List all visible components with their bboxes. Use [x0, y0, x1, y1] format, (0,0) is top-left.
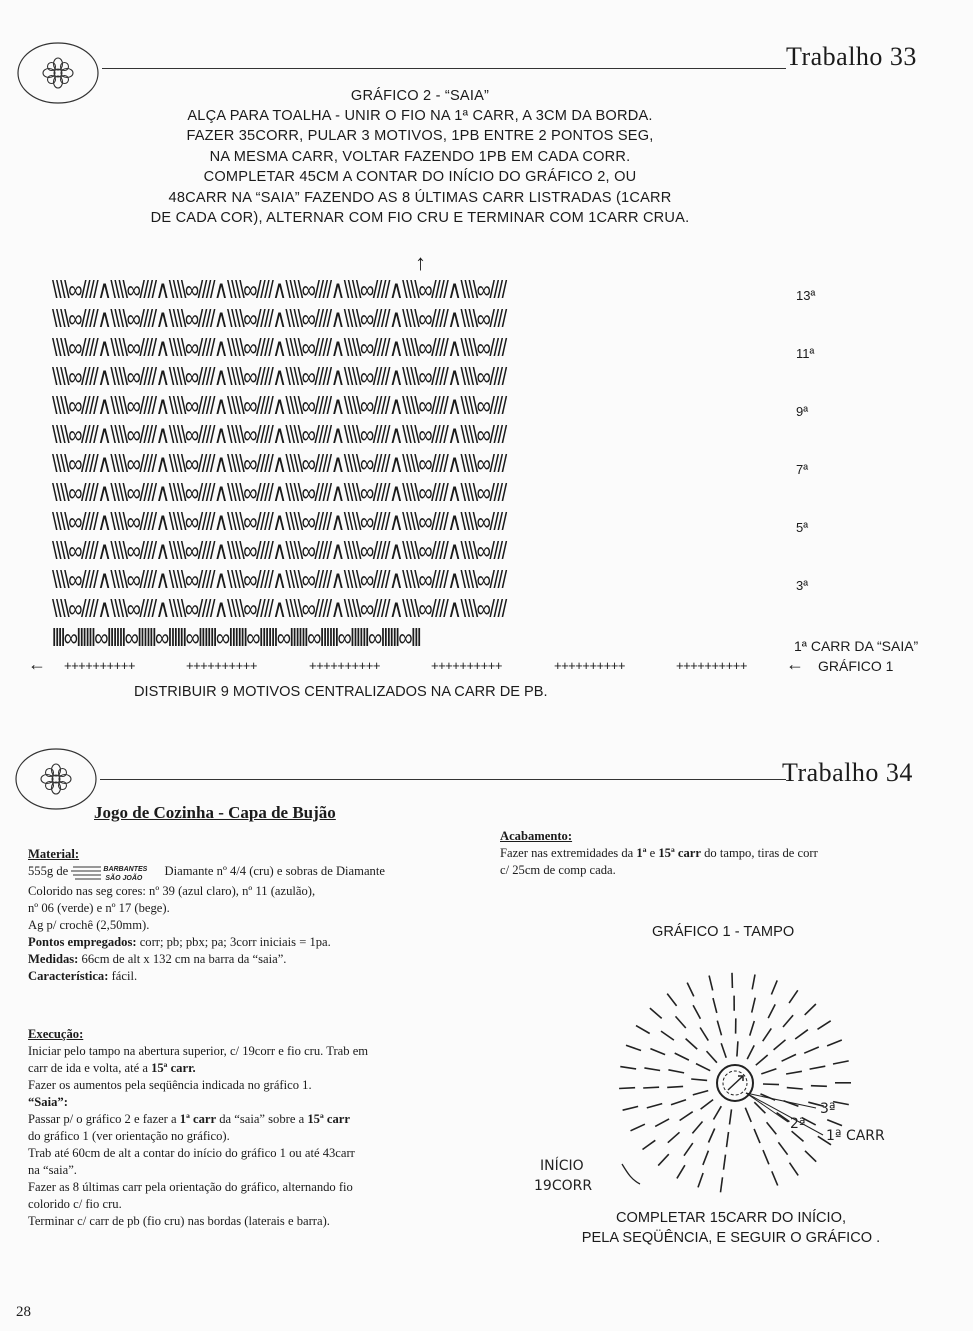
stitch-mark: [680, 1112, 693, 1121]
acabamento-bold: 1ª: [636, 846, 647, 860]
row-label: 3ª: [796, 578, 809, 593]
stitch-mark: [643, 1140, 656, 1149]
execucao-line: [28, 1060, 488, 1077]
row-label: 1ª CARR: [826, 1128, 885, 1144]
acabamento-text: do tampo, tiras de corr: [704, 846, 818, 860]
stitch-mark: [782, 1054, 796, 1061]
acabamento-text: Fazer nas extremidades da: [500, 846, 634, 860]
material-line: [28, 863, 488, 883]
stitch-mark: [805, 1004, 816, 1015]
chart-title: GRÁFICO 2 - “SAIA”: [350, 88, 490, 104]
stitch-mark: [693, 1005, 700, 1019]
stitch-mark: [768, 1004, 775, 1018]
row-label: 11ª: [796, 346, 815, 361]
instruction-line: FAZER 35CORR, PULAR 3 MOTIVOS, 1PB ENTRE 2 PONTOS SEG,: [186, 128, 654, 145]
acabamento-bold: 15ª carr: [658, 846, 701, 860]
stitch-mark: [701, 1100, 714, 1110]
stitch-mark: [668, 1132, 680, 1142]
row-label: 5ª: [796, 520, 809, 535]
stitch-mark: [795, 1030, 808, 1039]
stitch-mark: [818, 1021, 831, 1030]
pb-group: ++++++++++: [676, 658, 747, 673]
carac-text: fácil.: [111, 969, 138, 983]
stitch-mark: [761, 1069, 776, 1074]
material-text: Ag p/ crochê (2,50mm).: [28, 918, 150, 932]
row-label: 7ª: [796, 462, 809, 477]
stitch-mark: [703, 1151, 709, 1165]
stitch-mark: [767, 1122, 777, 1134]
stitch-mark: [707, 1051, 717, 1063]
stitch-mark: [668, 1070, 684, 1073]
stitch-mark: [752, 975, 755, 990]
instruction-line: NA MESMA CARR, VOLTAR FAZENDO 1PB EM CADA CORR.: [209, 148, 631, 165]
stitch-mark: [644, 1068, 660, 1071]
stitch-mark: [752, 998, 756, 1013]
execucao-line: [28, 1111, 488, 1128]
stitch-mark: [721, 1043, 726, 1057]
instruction-line: ALÇA PARA TOALHA - UNIR O FIO NA 1ª CARR, A 3CM DA BORDA.: [187, 108, 653, 124]
stitch-mark: [778, 1142, 787, 1154]
pointer-line: [746, 1093, 823, 1135]
page-number: 28: [16, 1304, 31, 1320]
pontos-line: [28, 934, 488, 951]
chart-row: \\\\∞////∧\\\\∞////∧\\\\∞////∧\\\\∞////∧\\\\∞////∧\\\\∞////∧\\\\∞////∧\\\\∞////: [52, 508, 506, 537]
stitch-mark: [650, 1049, 665, 1055]
stitch-mark: [643, 1087, 659, 1088]
material-text: Diamante nº 4/4 (cru) e sobras de Diamante: [164, 864, 385, 878]
stitch-mark: [754, 1102, 765, 1113]
medidas-label: Medidas:: [28, 952, 79, 966]
graph1-label: GRÁFICO 1: [818, 658, 894, 674]
section-divider: [102, 68, 786, 69]
start-count: 19CORR: [534, 1178, 593, 1194]
pb-group: ++++++++++: [64, 658, 135, 673]
instruction-line: COMPLETAR 45CM A CONTAR DO INÍCIO DO GRÁFICO 2, OU: [203, 169, 637, 186]
stitch-mark: [730, 1109, 732, 1124]
medidas-line: [28, 951, 488, 968]
chart-row: \\\\∞////∧\\\\∞////∧\\\\∞////∧\\\\∞////∧\\\\∞////∧\\\\∞////∧\\\\∞////∧\\\\∞////: [52, 392, 506, 421]
stitch-mark: [692, 1122, 702, 1134]
execucao-text: da “saia” sobre a: [219, 1112, 305, 1126]
stitch-mark: [721, 1177, 723, 1192]
stitch-mark: [667, 994, 676, 1006]
stitch-mark: [698, 1173, 703, 1187]
chart-footer: DISTRIBUIR 9 MOTIVOS CENTRALIZADOS NA CARR DE PB.: [134, 684, 548, 700]
stitch-mark: [626, 1045, 641, 1050]
stitch-mark: [696, 1064, 710, 1071]
stitch-mark: [774, 1040, 786, 1050]
stitch-mark: [772, 1171, 778, 1185]
arrow-left-icon: ←: [786, 654, 804, 674]
stitch-mark: [709, 1129, 715, 1143]
first-row-label: 1ª CARR DA “SAIA”: [794, 638, 919, 654]
medidas-text: 66cm de alt x 132 cm na barra da “saia”.: [81, 952, 287, 966]
chart-row: \\\\∞////∧\\\\∞////∧\\\\∞////∧\\\\∞////∧\\\\∞////∧\\\\∞////∧\\\\∞////∧\\\\∞////: [52, 566, 506, 595]
brand-sub: SÃO JOÃO: [105, 875, 143, 883]
chart1-note-line: COMPLETAR 15CARR DO INÍCIO,: [615, 1210, 847, 1226]
acabamento-line: [500, 845, 940, 862]
stitch-mark: [747, 1045, 754, 1059]
start-arrow-icon: [728, 1076, 743, 1090]
stitch-mark: [619, 1088, 635, 1089]
stitch-mark: [671, 1100, 686, 1105]
stitch-mark: [763, 1028, 772, 1041]
stitch-mark: [709, 976, 713, 991]
start-label: INÍCIO: [540, 1158, 584, 1174]
section-title: Trabalho 33: [786, 42, 917, 71]
brand-logo: [71, 863, 161, 881]
chart-row-first: llll∞llllll∞llllll∞llllll∞llllll∞llllll∞llllll∞llllll∞llllll∞llllll∞llllll∞llllll∞lll: [52, 624, 420, 653]
material-text: nº 06 (verde) e nº 17 (bege).: [28, 901, 170, 915]
stitch-mark: [675, 1053, 689, 1060]
tampo-chart: [534, 950, 900, 1200]
instructions: [110, 106, 730, 228]
acabamento-block: [500, 828, 940, 879]
chart1-title: GRÁFICO 1 - TAMPO: [652, 924, 795, 940]
stitch-chart: [52, 278, 792, 658]
row-label: 3ª: [820, 1101, 836, 1117]
stitch-mark: [623, 1106, 639, 1110]
stitch-mark: [687, 983, 694, 997]
stitch-mark: [750, 1021, 755, 1036]
stitch-mark: [810, 1066, 826, 1069]
start-pointer-icon: [622, 1164, 640, 1184]
instruction-line: DE CADA COR), ALTERNAR COM FIO CRU E TERMINAR COM 1CARR CRUA.: [150, 210, 690, 227]
material-text: Colorido nas seg cores: nº 39 (azul claro), nº 11 (azulão),: [28, 884, 316, 898]
material-heading: Material:: [28, 847, 80, 861]
recipe-heading: Jogo de Cozinha - Capa de Bujão: [94, 803, 336, 822]
stitch-mark: [693, 1091, 708, 1095]
saia-heading: “Saia”:: [28, 1095, 68, 1109]
pb-group: ++++++++++: [186, 658, 257, 673]
stitch-mark: [745, 1108, 751, 1122]
pb-group: ++++++++++: [431, 658, 502, 673]
pb-group: ++++++++++: [554, 658, 625, 673]
execucao-text: Fazer os aumentos pela seqüência indicada no gráfico 1.: [28, 1078, 312, 1092]
execucao-text: carr de ida e volta, até a: [28, 1061, 148, 1075]
flower-ornament-icon: [14, 38, 102, 108]
stitch-mark: [787, 1088, 803, 1089]
carac-label: Característica:: [28, 969, 109, 983]
execucao-text: Terminar c/ carr de pb (fio cru) nas bordas (laterais e barra).: [28, 1214, 330, 1228]
chart-row: \\\\∞////∧\\\\∞////∧\\\\∞////∧\\\\∞////∧\\\\∞////∧\\\\∞////∧\\\\∞////∧\\\\∞////: [52, 479, 506, 508]
stitch-mark: [620, 1067, 636, 1069]
stitch-mark: [676, 1016, 686, 1028]
stitch-mark: [833, 1061, 849, 1064]
execucao-bold: 1ª carr: [179, 1112, 217, 1126]
execucao-text: Passar p/ o gráfico 2 e fazer a: [28, 1112, 177, 1126]
stitch-mark: [677, 1165, 685, 1178]
stitch-mark: [631, 1124, 645, 1131]
row-label: 2ª: [790, 1116, 806, 1132]
flower-ornament-icon: [12, 744, 100, 814]
pontos-text: corr; pb; pbx; pa; 3corr iniciais = 1pa.: [139, 935, 331, 949]
row-label: 13ª: [796, 288, 816, 303]
execucao-text: colorido c/ fio cru.: [28, 1197, 122, 1211]
arrow-left-icon: ←: [28, 654, 46, 674]
stitch-mark: [771, 980, 777, 994]
execucao-text: na “saia”.: [28, 1163, 77, 1177]
stitch-mark: [777, 1113, 790, 1122]
stitch-mark: [786, 1071, 802, 1074]
chart-row: \\\\∞////∧\\\\∞////∧\\\\∞////∧\\\\∞////∧\\\\∞////∧\\\\∞////∧\\\\∞////∧\\\\∞////: [52, 537, 506, 566]
stitch-mark: [804, 1047, 819, 1053]
stitch-mark: [661, 1031, 674, 1040]
stitch-mark: [636, 1026, 650, 1034]
stitch-mark: [783, 1015, 793, 1027]
stitch-mark: [805, 1151, 816, 1162]
pontos-label: Pontos empregados:: [28, 935, 137, 949]
stitch-mark: [700, 1028, 708, 1041]
material-block: [28, 846, 488, 985]
chart-row: \\\\∞////∧\\\\∞////∧\\\\∞////∧\\\\∞////∧\\\\∞////∧\\\\∞////∧\\\\∞////∧\\\\∞////: [52, 276, 506, 305]
stitch-mark: [754, 1129, 760, 1143]
chart1-note-line: PELA SEQÜÊNCIA, E SEGUIR O GRÁFICO .: [581, 1230, 881, 1246]
chart-row: \\\\∞////∧\\\\∞////∧\\\\∞////∧\\\\∞////∧\\\\∞////∧\\\\∞////∧\\\\∞////∧\\\\∞////: [52, 363, 506, 392]
chart-row: \\\\∞////∧\\\\∞////∧\\\\∞////∧\\\\∞////∧\\\\∞////∧\\\\∞////∧\\\\∞////∧\\\\∞////: [52, 450, 506, 479]
stitch-mark: [684, 1143, 693, 1156]
execucao-text: Iniciar pelo tampo na abertura superior, c/ 19corr e fio cru. Trab em: [28, 1044, 369, 1058]
stitch-mark: [737, 1041, 738, 1056]
acabamento-heading: Acabamento:: [500, 829, 573, 843]
chart-row: \\\\∞////∧\\\\∞////∧\\\\∞////∧\\\\∞////∧\\\\∞////∧\\\\∞////∧\\\\∞////∧\\\\∞////: [52, 595, 506, 624]
stitch-mark: [717, 1021, 721, 1036]
chart-row: \\\\∞////∧\\\\∞////∧\\\\∞////∧\\\\∞////∧\\\\∞////∧\\\\∞////∧\\\\∞////∧\\\\∞////: [52, 334, 506, 363]
stitch-mark: [650, 1008, 662, 1018]
stitch-mark: [686, 1039, 698, 1050]
section-divider: [100, 779, 786, 780]
execucao-text: Trab até 60cm de alt a contar do início do gráfico 1 ou até 43carr: [28, 1146, 355, 1160]
chart-row: \\\\∞////∧\\\\∞////∧\\\\∞////∧\\\\∞////∧\\\\∞////∧\\\\∞////∧\\\\∞////∧\\\\∞////: [52, 421, 506, 450]
arrow-up-icon: ↑: [415, 250, 426, 275]
material-qty: 555g de: [28, 864, 69, 878]
acabamento-text: c/ 25cm de comp cada.: [500, 863, 616, 877]
execucao-text: do gráfico 1 (ver orientação no gráfico).: [28, 1129, 230, 1143]
execucao-text: Fazer as 8 últimas carr pela orientação do gráfico, alternando fio: [28, 1180, 353, 1194]
stitch-mark: [789, 990, 798, 1003]
stitch-mark: [763, 1084, 779, 1085]
stitch-mark: [790, 1163, 799, 1176]
execucao-bold: 15ª carr: [307, 1112, 350, 1126]
stitch-mark: [727, 1132, 729, 1147]
pb-group: ++++++++++: [309, 658, 380, 673]
stitch-mark: [647, 1104, 662, 1108]
stitch-mark: [714, 1106, 722, 1119]
stitch-mark: [724, 1155, 726, 1170]
stitch-mark: [763, 1150, 769, 1164]
chart-row: \\\\∞////∧\\\\∞////∧\\\\∞////∧\\\\∞////∧\\\\∞////∧\\\\∞////∧\\\\∞////∧\\\\∞////: [52, 305, 506, 334]
row-label: 9ª: [796, 404, 809, 419]
stitch-mark: [691, 1079, 707, 1080]
stitch-mark: [756, 1055, 768, 1065]
brand-name: BARBANTES: [103, 866, 148, 874]
acabamento-text: e: [649, 846, 656, 860]
stitch-mark: [827, 1040, 842, 1046]
execucao-bold: 15ª carr.: [151, 1061, 196, 1075]
stitch-mark: [658, 1154, 669, 1165]
section-title: Trabalho 34: [782, 758, 913, 787]
stitch-mark: [811, 1086, 827, 1087]
stitch-mark: [655, 1119, 669, 1127]
carac-line: [28, 968, 488, 985]
stitch-mark: [827, 1120, 842, 1126]
stitch-mark: [667, 1086, 683, 1087]
instruction-line: 48CARR NA “SAIA” FAZENDO AS 8 ÚLTIMAS CARR LISTRADAS (1CARR: [168, 189, 672, 206]
chart1-note: [546, 1208, 916, 1248]
execucao-block: [28, 1026, 488, 1230]
stitch-mark: [713, 998, 717, 1013]
execucao-heading: Execução:: [28, 1027, 84, 1041]
stitch-mark: [792, 1131, 804, 1141]
